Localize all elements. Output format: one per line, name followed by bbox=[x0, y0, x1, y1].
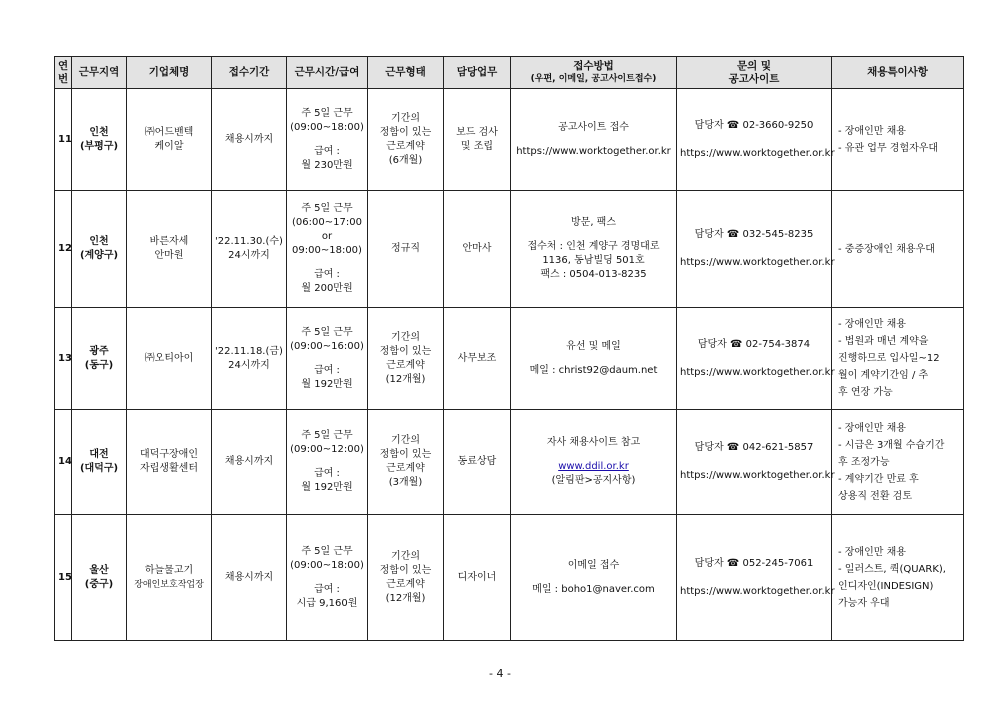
period-cell: 채용시까지 bbox=[212, 410, 287, 515]
header-hours-pay: 근무시간/급여 bbox=[287, 57, 368, 89]
period-cell: '22.11.30.(수) 24시까지 bbox=[212, 191, 287, 308]
hours-pay-cell: 주 5일 근무 (06:00~17:00 or 09:00~18:00) 급여 : 월 200만원 bbox=[287, 191, 368, 308]
table-row bbox=[55, 515, 964, 641]
contact-phone: 담당자 ☎ 02-3660-9250 bbox=[694, 119, 814, 131]
row-number: 14 bbox=[55, 410, 72, 515]
row-number: 12 bbox=[55, 191, 72, 308]
table-row bbox=[55, 191, 964, 308]
contact-cell bbox=[677, 191, 835, 308]
contact-cell bbox=[677, 410, 835, 515]
company-cell: 바른자세 안마원 bbox=[127, 191, 212, 308]
contact-site: https://www.worktogether.or.kr bbox=[680, 470, 835, 481]
duty-cell: 안마사 bbox=[444, 191, 511, 308]
contact-cell bbox=[677, 89, 835, 191]
type-cell: 정규직 bbox=[368, 191, 444, 308]
hours-pay-cell: 주 5일 근무 (09:00~18:00) 급여 : 시급 9,160원 bbox=[287, 515, 368, 641]
ddil-site-link[interactable]: www.ddil.or.kr bbox=[558, 461, 629, 472]
contact-phone: 담당자 ☎ 052-245-7061 bbox=[694, 557, 814, 569]
period-cell: '22.11.18.(금) 24시까지 bbox=[212, 308, 287, 410]
region-cell: 인천 (계양구) bbox=[72, 191, 127, 308]
region-cell: 대전 (대덕구) bbox=[72, 410, 127, 515]
period-cell: 채용시까지 bbox=[212, 515, 287, 641]
hours-pay-cell: 주 5일 근무 (09:00~16:00) 급여 : 월 192만원 bbox=[287, 308, 368, 410]
contact-cell bbox=[677, 308, 835, 410]
special-cell: - 중증장애인 채용우대 bbox=[832, 191, 964, 308]
job-listings-table bbox=[54, 56, 964, 641]
contact-phone: 담당자 ☎ 042-621-5857 bbox=[694, 442, 814, 453]
header-period: 접수기간 bbox=[212, 57, 287, 89]
duty-cell: 보드 검사 및 조립 bbox=[444, 89, 511, 191]
header-type: 근무형태 bbox=[368, 57, 444, 89]
contact-site: https://www.worktogether.or.kr bbox=[680, 257, 835, 268]
company-cell: 대덕구장애인 자립생활센터 bbox=[127, 410, 212, 515]
row-number: 11 bbox=[55, 89, 72, 191]
contact-site: https://www.worktogether.or.kr bbox=[680, 366, 835, 378]
contact-site: https://www.worktogether.or.kr bbox=[680, 585, 835, 597]
duty-cell: 사무보조 bbox=[444, 308, 511, 410]
table-header-row bbox=[55, 57, 964, 89]
special-cell: - 장애인만 채용 - 시급은 3개월 수습기간 후 조정가능 - 계약기간 만료 후 상용직 전환 검토 bbox=[832, 410, 964, 515]
contact-site: https://www.worktogether.or.kr bbox=[680, 147, 835, 159]
table-row bbox=[55, 410, 964, 515]
hours-pay-cell: 주 5일 근무 (09:00~12:00) 급여 : 월 192만원 bbox=[287, 410, 368, 515]
special-cell: - 장애인만 채용 - 법원과 매년 계약을 진행하므로 입사일~12 월이 계약기간임 / 추 후 연장 가능 bbox=[832, 308, 964, 410]
header-contact: 문의 및 공고사이트 bbox=[677, 57, 832, 89]
method-cell: 방문, 팩스 접수처 : 인천 계양구 경명대로 1136, 동남빌딩 501호 팩스 : 0504-013-8235 bbox=[511, 191, 677, 308]
company-cell: ㈜오티아이 bbox=[127, 308, 212, 410]
type-cell: 기간의 정함이 있는 근로계약 (12개월) bbox=[368, 308, 444, 410]
contact-phone: 담당자 ☎ 02-754-3874 bbox=[697, 338, 811, 350]
header-method: 접수방법 (우편, 이메일, 공고사이트접수) bbox=[511, 57, 677, 89]
contact-phone: 담당자 ☎ 032-545-8235 bbox=[694, 229, 814, 240]
method-cell: 자사 채용사이트 참고 www.ddil.or.kr (알림판>공지사항) bbox=[511, 410, 677, 515]
special-cell: - 장애인만 채용 - 유관 업무 경험자우대 bbox=[832, 89, 964, 191]
region-cell: 울산 (중구) bbox=[72, 515, 127, 641]
table-row bbox=[55, 308, 964, 410]
page-number: - 4 - bbox=[489, 667, 511, 680]
region-cell: 인천 (부평구) bbox=[72, 89, 127, 191]
header-region: 근무지역 bbox=[72, 57, 127, 89]
hours-pay-cell: 주 5일 근무 (09:00~18:00) 급여 : 월 230만원 bbox=[287, 89, 368, 191]
type-cell: 기간의 정함이 있는 근로계약 (12개월) bbox=[368, 515, 444, 641]
duty-cell: 디자이너 bbox=[444, 515, 511, 641]
method-cell: 유선 및 메일 메일 : christ92@daum.net bbox=[511, 308, 677, 410]
method-cell: 공고사이트 접수 https://www.worktogether.or.kr bbox=[511, 89, 677, 191]
type-cell: 기간의 정함이 있는 근로계약 (3개월) bbox=[368, 410, 444, 515]
company-cell: 하늘물고기 장애인보호작업장 bbox=[127, 515, 212, 641]
region-cell: 광주 (동구) bbox=[72, 308, 127, 410]
row-number: 13 bbox=[55, 308, 72, 410]
company-cell: ㈜어드밴텍 케이알 bbox=[127, 89, 212, 191]
header-duty: 담당업무 bbox=[444, 57, 511, 89]
header-company: 기업체명 bbox=[127, 57, 212, 89]
duty-cell: 동료상담 bbox=[444, 410, 511, 515]
table-row bbox=[55, 89, 964, 191]
row-number: 15 bbox=[55, 515, 72, 641]
method-cell: 이메일 접수 메일 : boho1@naver.com bbox=[511, 515, 677, 641]
type-cell: 기간의 정함이 있는 근로계약 (6개월) bbox=[368, 89, 444, 191]
special-cell: - 장애인만 채용 - 일러스트, 쿽(QUARK), 인디자인(INDESIGN) 가능자 우대 bbox=[832, 515, 964, 641]
contact-cell bbox=[677, 515, 835, 641]
header-special: 채용특이사항 bbox=[832, 57, 964, 89]
period-cell: 채용시까지 bbox=[212, 89, 287, 191]
header-no: 연 번 bbox=[55, 57, 72, 89]
